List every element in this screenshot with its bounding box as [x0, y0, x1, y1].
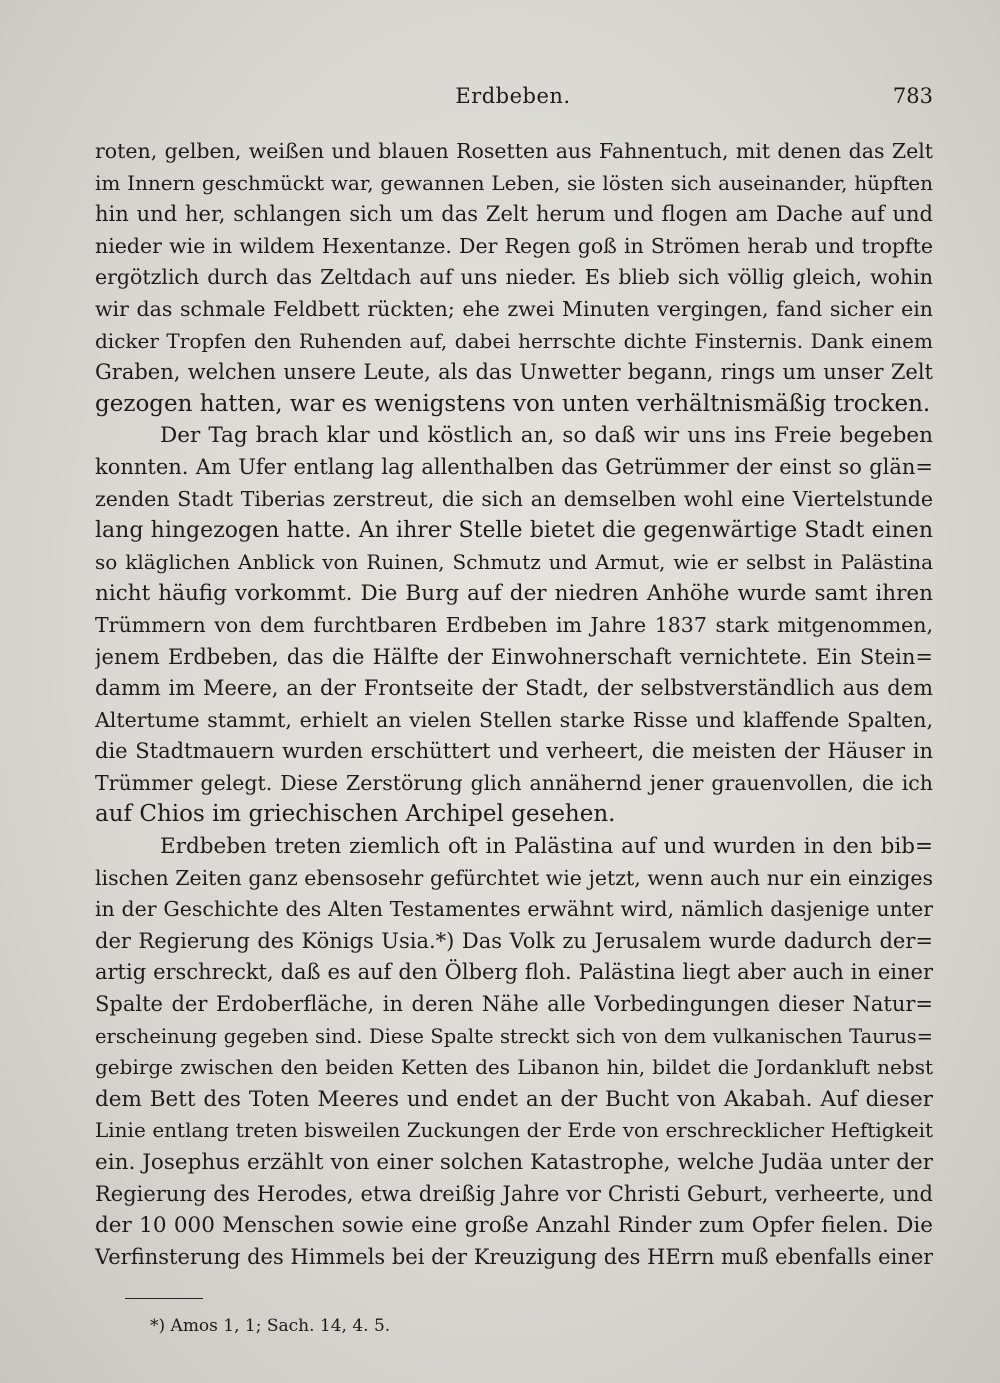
text-line: lischen Zeiten ganz ebensosehr gefürchtet wie jetzt, wenn auch nur ein einziges [95, 865, 933, 890]
text-line: artig erschreckt, daß es auf den Ölberg floh. Palästina liegt aber auch in einer [95, 960, 933, 985]
text-line: nieder wie in wildem Hexentanze. Der Regen goß in Strömen herab und tropfte [95, 233, 933, 258]
text-line: roten, gelben, weißen und blauen Rosetten aus Fahnentuch, mit denen das Zelt [95, 139, 933, 163]
text-line: so kläglichen Anblick von Ruinen, Schmutz und Armut, wie er selbst in Palästina [95, 549, 933, 574]
text-line: hin und her, schlangen sich um das Zelt herum und flogen am Dache auf und [95, 202, 933, 227]
body-text [95, 136, 933, 1273]
text-line: der 10 000 Menschen sowie eine große Anzahl Rinder zum Opfer fielen. Die [95, 1213, 933, 1239]
text-line: Trümmer gelegt. Diese Zerstörung glich annähernd jener grauenvollen, die ich [95, 770, 933, 795]
text-line: damm im Meere, an der Frontseite der Stadt, der selbstverständlich aus dem [95, 676, 933, 701]
text-line: wir das schmale Feldbett rückten; ehe zwei Minuten vergingen, fand sicher ein [95, 296, 933, 321]
text-line: Erdbeben treten ziemlich oft in Palästina auf und wurden in den bib= [160, 834, 933, 860]
text-line: im Innern geschmückt war, gewannen Leben, sie lösten sich auseinander, hüpften [95, 170, 933, 195]
text-line: Trümmern von dem furchtbaren Erdbeben im Jahre 1837 stark mitgenommen, [95, 612, 933, 637]
text-line: erscheinung gegeben sind. Diese Spalte streckt sich von dem vulkanischen Taurus= [95, 1024, 933, 1048]
text-line: jenem Erdbeben, das die Hälfte der Einwohnerschaft vernichtete. Ein Stein= [95, 644, 933, 669]
footnote-divider [125, 1298, 203, 1299]
text-line: gezogen hatten, war es wenigstens von unten verhältnismäßig trocken. [95, 390, 931, 417]
text-line: in der Geschichte des Alten Testamentes erwähnt wird, nämlich dasjenige unter [95, 897, 933, 922]
running-head [93, 84, 933, 114]
text-line: konnten. Am Ufer entlang lag allenthalben das Getrümmer der einst so glän= [95, 454, 933, 479]
text-line: dem Bett des Toten Meeres und endet an der Bucht von Akabah. Auf dieser [95, 1086, 933, 1112]
text-line: nicht häufig vorkommt. Die Burg auf der niedren Anhöhe wurde samt ihren [95, 581, 933, 607]
footnote: *) Amos 1, 1; Sach. 14, 4. 5. [150, 1316, 391, 1336]
text-line: lang hingezogen hatte. An ihrer Stelle bietet die gegenwärtige Stadt einen [95, 518, 933, 544]
text-line: Verfinsterung des Himmels bei der Kreuzigung des HErrn muß ebenfalls einer [95, 1244, 933, 1269]
text-line: auf Chios im griechischen Archipel gesehen. [95, 801, 616, 828]
text-line: dicker Tropfen den Ruhenden auf, dabei herrschte dichte Finsternis. Dank einem [95, 328, 933, 353]
text-line: die Stadtmauern wurden erschüttert und verheert, die meisten der Häuser in [95, 739, 933, 764]
text-line: Regierung des Herodes, etwa dreißig Jahre vor Christi Geburt, verheerte, und [95, 1181, 933, 1206]
text-line: der Regierung des Königs Usia.*) Das Volk zu Jerusalem wurde dadurch der= [95, 928, 933, 953]
text-line: ein. Josephus erzählt von einer solchen Katastrophe, welche Judäa unter der [95, 1150, 933, 1175]
text-line: Linie entlang treten bisweilen Zuckungen der Erde von erschrecklicher Heftigkeit [95, 1118, 933, 1143]
text-line: gebirge zwischen den beiden Ketten des Libanon hin, bildet die Jordankluft nebst [95, 1055, 933, 1080]
running-title: Erdbeben. [455, 84, 571, 108]
text-line: zenden Stadt Tiberias zerstreut, die sich an demselben wohl eine Viertelstunde [95, 486, 933, 511]
text-line: Spalte der Erdoberfläche, in deren Nähe alle Vorbedingungen dieser Natur= [95, 992, 933, 1017]
text-line: Der Tag brach klar und köstlich an, so daß wir uns ins Freie begeben [160, 423, 933, 449]
text-line: ergötzlich durch das Zeltdach auf uns nieder. Es blieb sich völlig gleich, wohin [95, 265, 933, 290]
text-line: Altertume stammt, erhielt an vielen Stellen starke Risse und klaffende Spalten, [95, 707, 933, 732]
text-line: Graben, welchen unsere Leute, als das Unwetter begann, rings um unser Zelt [95, 360, 933, 385]
page-number: 783 [892, 84, 933, 108]
